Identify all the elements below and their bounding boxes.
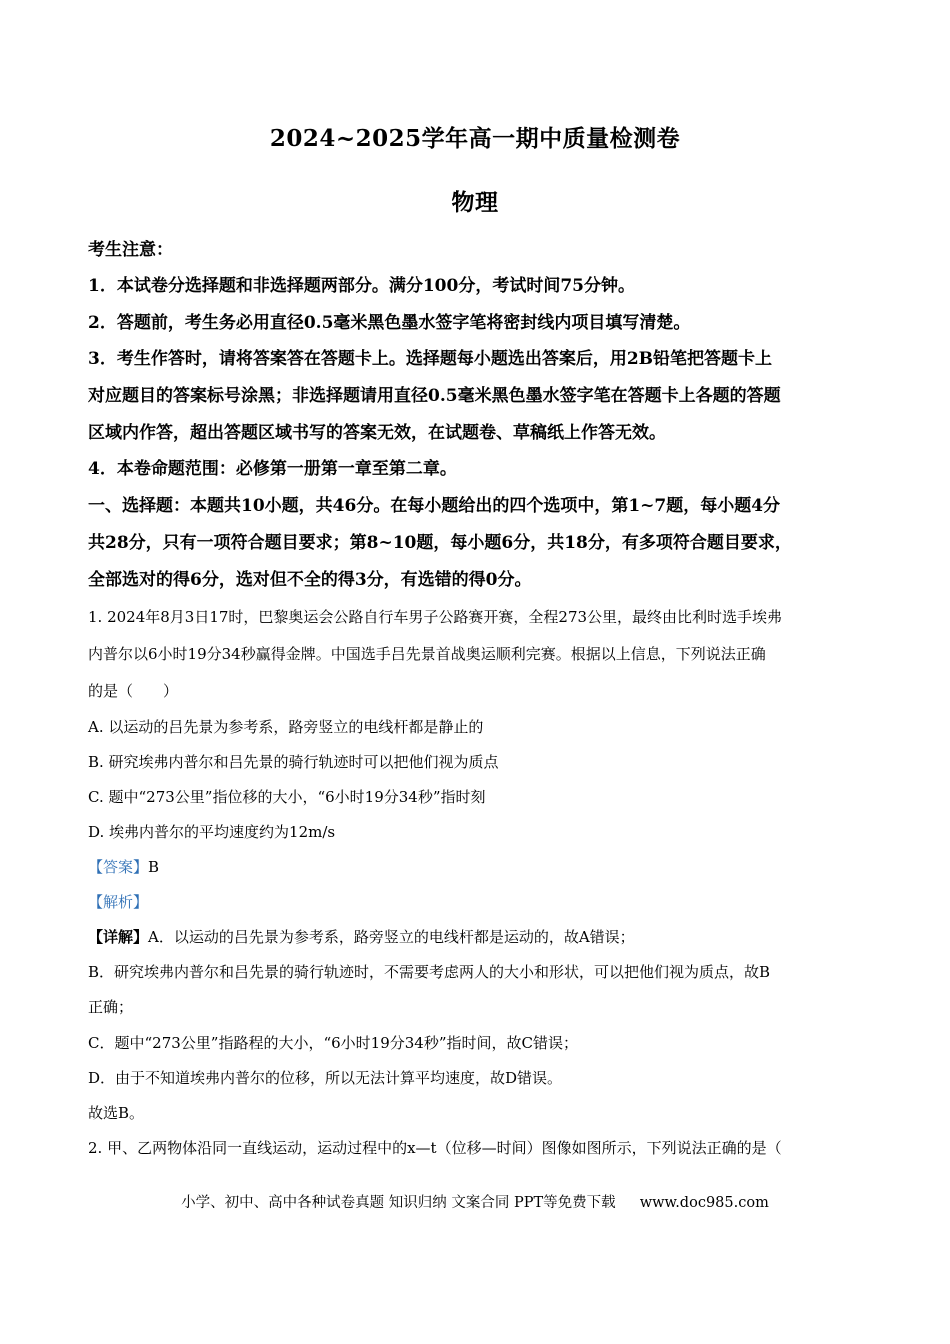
notice-item-3-line-3: 区域内作答，超出答题区域书写的答案无效，在试题卷、草稿纸上作答无效。 [88, 423, 666, 443]
notice-item-3-line-1: 3．考生作答时，请将答案答在答题卡上。选择题每小题选出答案后，用2B铅笔把答题卡上 [88, 349, 773, 369]
exam-title: 2024~2025学年高一期中质量检测卷 [269, 125, 681, 152]
footer-url[interactable]: www.doc985.com [639, 1195, 769, 1211]
answer-label: 【答案】 [88, 858, 149, 876]
conclusion: 故选B。 [88, 1104, 145, 1122]
detail-label: 【详解】 [88, 928, 149, 946]
detail-c: C．题中“273公里”指路程的大小，“6小时19分34秒”指时间，故C错误； [88, 1034, 578, 1052]
page-footer [0, 1191, 950, 1212]
answer-line [88, 857, 159, 877]
notice-item-1: 1．本试卷分选择题和非选择题两部分。满分100分，考试时间75分钟。 [88, 276, 635, 296]
question-2-stem-line-1: 2. 甲、乙两物体沿同一直线运动，运动过程中的x—t（位移—时间）图像如图所示，下列说法正确的是（ [88, 1139, 782, 1157]
detail-d: D．由于不知道埃弗内普尔的位移，所以无法计算平均速度，故D错误。 [88, 1069, 563, 1087]
detail-line-a [88, 927, 635, 947]
subject-title: 物理 [451, 189, 499, 216]
notice-item-2: 2．答题前，考生务必用直径0.5毫米黑色墨水签字笔将密封线内项目填写清楚。 [88, 313, 691, 333]
detail-b-line-2: 正确； [88, 998, 134, 1016]
answer-value: B [148, 858, 160, 876]
question-1-option-b: B. 研究埃弗内普尔和吕先景的骑行轨迹时可以把他们视为质点 [88, 753, 499, 771]
section-1-line-3: 全部选对的得6分，选对但不全的得3分，有选错的得0分。 [88, 570, 532, 590]
section-1-line-2: 共28分，只有一项符合题目要求；第8~10题，每小题6分，共18分，有多项符合题目要求， [88, 533, 792, 553]
detail-b-line-1: B．研究埃弗内普尔和吕先景的骑行轨迹时，不需要考虑两人的大小和形状，可以把他们视为质点，故B [88, 963, 771, 981]
section-1-line-1: 一、选择题：本题共10小题，共46分。在每小题给出的四个选项中，第1~7题，每小题4分 [88, 496, 781, 516]
notice-item-3-line-2: 对应题目的答案标号涂黑；非选择题请用直径0.5毫米黑色墨水签字笔在答题卡上各题的答题 [88, 386, 781, 406]
question-1-option-d: D. 埃弗内普尔的平均速度约为12m/s [88, 823, 336, 841]
notice-item-4: 4．本卷命题范围：必修第一册第一章至第二章。 [88, 459, 457, 479]
question-1-option-a: A. 以运动的吕先景为参考系，路旁竖立的电线杆都是静止的 [88, 718, 484, 736]
question-1-stem-line-2: 内普尔以6小时19分34秒赢得金牌。中国选手吕先景首战奥运顺利完赛。根据以上信息，下列说法正确 [88, 645, 766, 663]
analysis-label: 【解析】 [88, 893, 149, 911]
question-1-option-c: C. 题中“273公里”指位移的大小，“6小时19分34秒”指时刻 [88, 788, 486, 806]
question-1-stem-line-1: 1. 2024年8月3日17时，巴黎奥运会公路自行车男子公路赛开赛，全程273公里，最终由比利时选手埃弗 [88, 608, 783, 626]
footer-text: 小学、初中、高中各种试卷真题 知识归纳 文案合同 PPT等免费下载 [181, 1195, 616, 1211]
detail-a: A．以运动的吕先景为参考系，路旁竖立的电线杆都是运动的，故A错误； [148, 928, 635, 946]
notice-heading: 考生注意： [88, 240, 173, 260]
question-1-stem-line-3: 的是（ ） [88, 682, 179, 700]
